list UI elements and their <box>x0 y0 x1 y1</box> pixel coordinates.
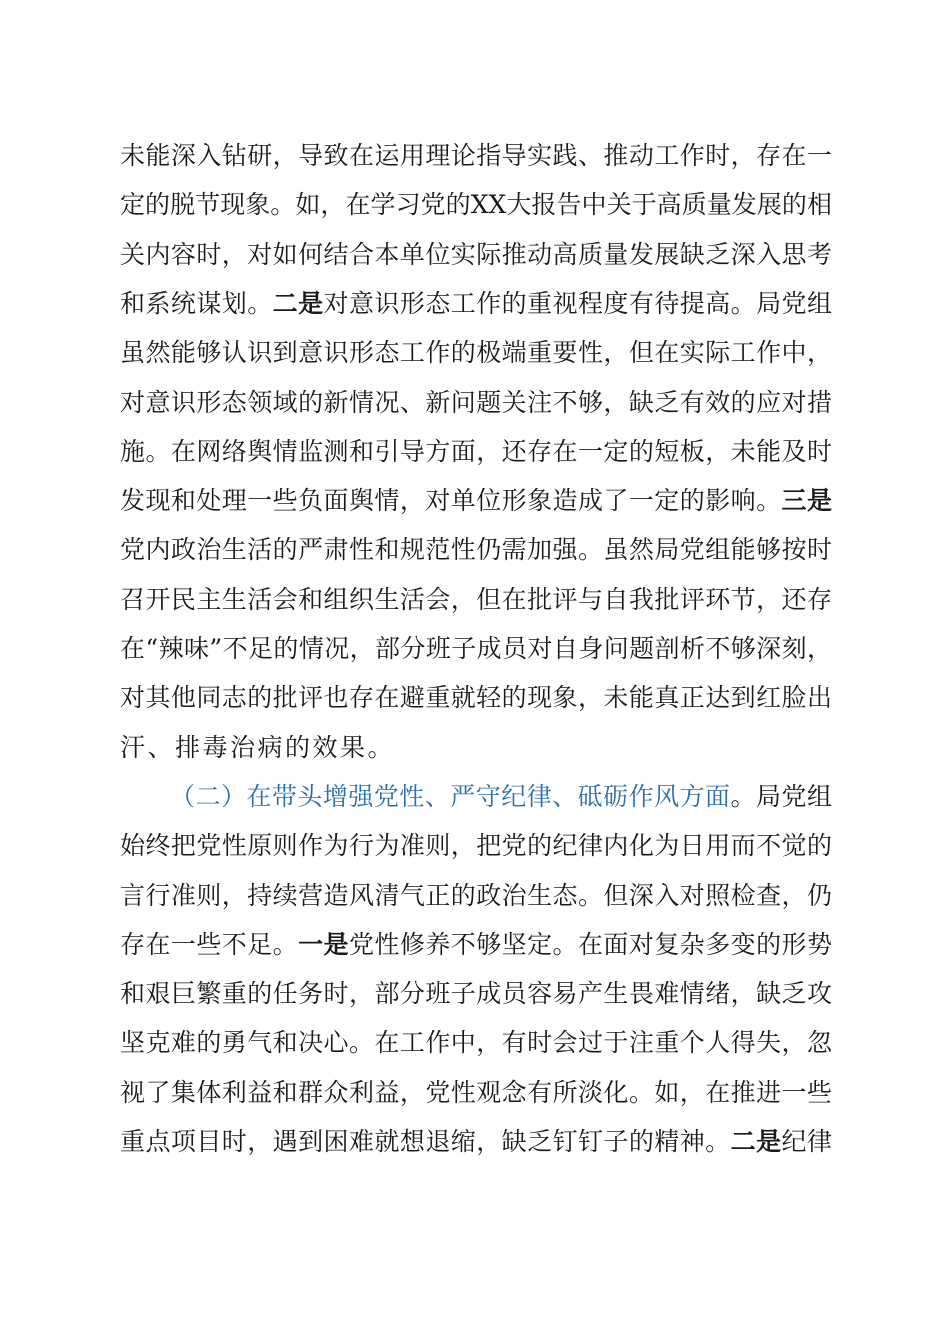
text-line <box>120 434 832 470</box>
text-line <box>120 927 832 963</box>
text-line <box>120 1075 832 1111</box>
text-line <box>120 385 832 421</box>
text-line <box>120 335 832 371</box>
text-segment: 召开民主生活会和组织生活会，但在批评与自我批评环节，还存 <box>120 584 832 614</box>
text-segment: 党性修养不够坚定。在面对复杂多变的形势 <box>349 929 832 959</box>
emphasis-label: 二是 <box>730 1127 782 1156</box>
text-line <box>120 828 832 864</box>
text-segment: 施。在网络舆情监测和引导方面，还存在一定的短板，未能及时 <box>120 436 832 466</box>
text-line <box>120 138 832 174</box>
text-line <box>120 286 832 322</box>
text-segment: 存在一些不足。 <box>120 929 299 959</box>
text-segment: 言行准则，持续营造风清气正的政治生态。但深入对照检查，仍 <box>120 880 832 910</box>
text-line <box>120 1124 832 1160</box>
text-segment: 关内容时，对如何结合本单位实际推动高质量发展缺乏深入思考 <box>120 239 832 269</box>
text-line <box>120 878 832 914</box>
text-segment: 对意识形态工作的重视程度有待提高。局党组 <box>323 288 832 318</box>
emphasis-label: 二是 <box>272 288 324 318</box>
text-segment: 汗、排毒治病的效果。 <box>120 732 396 762</box>
text-line <box>120 582 832 618</box>
text-line <box>120 631 832 667</box>
text-segment: 在“辣味”不足的情况，部分班子成员对自身问题剖析不够深刻， <box>120 634 832 663</box>
text-line <box>120 237 832 273</box>
emphasis-label: 三是 <box>781 486 832 516</box>
section-heading: （二）在带头增强党性、严守纪律、砥砺作风方面 <box>170 781 731 811</box>
text-segment: 发现和处理一些负面舆情，对单位形象造成了一定的影响。 <box>120 486 782 516</box>
text-line <box>120 680 832 716</box>
text-segment: 未能深入钻研，导致在运用理论指导实践、推动工作时，存在一 <box>120 141 832 170</box>
text-line <box>120 483 832 519</box>
text-segment: 纪律 <box>781 1127 832 1156</box>
text-line <box>170 779 832 815</box>
text-segment: 始终把党性原则作为行为准则，把党的纪律内化为日用而不觉的 <box>120 831 832 861</box>
text-segment: 。局党组 <box>730 781 832 811</box>
text-segment: 对其他同志的批评也存在避重就轻的现象，未能真正达到红脸出 <box>120 683 832 713</box>
text-segment: 对意识形态领域的新情况、新问题关注不够，缺乏有效的应对措 <box>120 387 832 417</box>
text-segment: 党内政治生活的严肃性和规范性仍需加强。虽然局党组能够按时 <box>120 535 832 565</box>
text-segment: 坚克难的勇气和决心。在工作中，有时会过于注重个人得失，忽 <box>120 1028 832 1058</box>
text-line <box>120 976 832 1012</box>
text-line <box>120 1025 832 1061</box>
text-segment: 和艰巨繁重的任务时，部分班子成员容易产生畏难情绪，缺乏攻 <box>120 979 832 1009</box>
text-line <box>120 730 832 766</box>
text-line <box>120 187 832 223</box>
text-segment: 和系统谋划。 <box>120 288 273 318</box>
emphasis-label: 一是 <box>298 929 349 959</box>
text-segment: 虽然能够认识到意识形态工作的极端重要性，但在实际工作中， <box>120 338 832 368</box>
text-segment: 视了集体利益和群众利益，党性观念有所淡化。如，在推进一些 <box>120 1077 832 1107</box>
text-segment: 重点项目时，遇到困难就想退缩，缺乏钉钉子的精神。 <box>120 1127 731 1156</box>
text-line <box>120 532 832 568</box>
text-segment: 定的脱节现象。如，在学习党的XX大报告中关于高质量发展的相 <box>120 190 832 220</box>
